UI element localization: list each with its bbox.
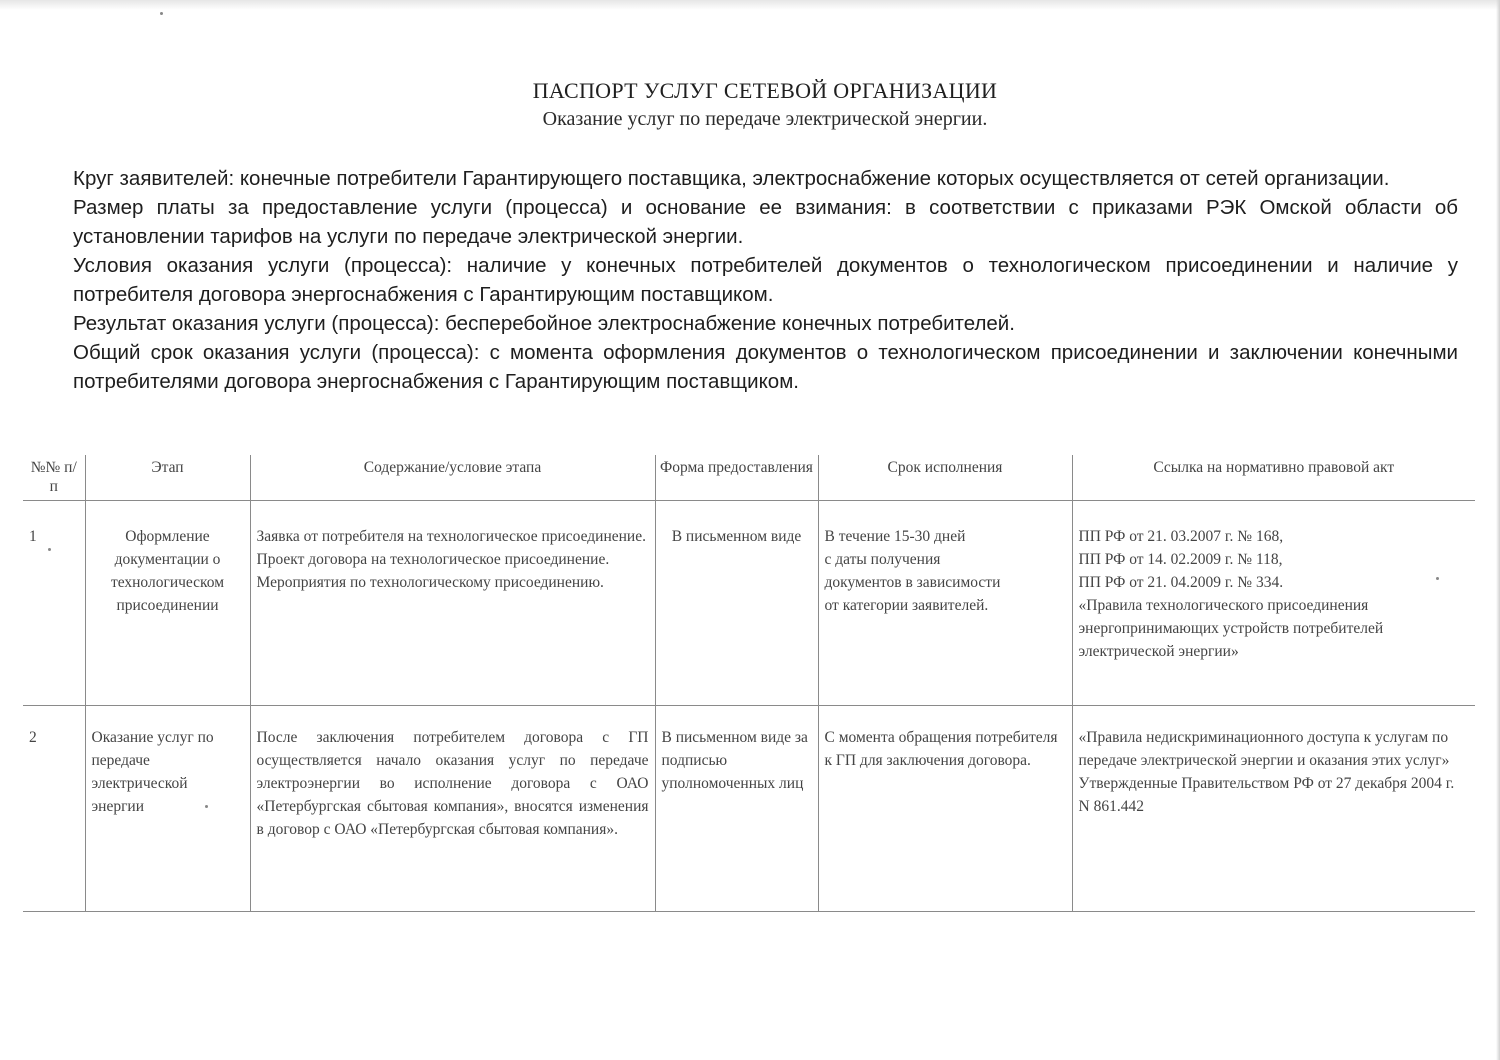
intro-result: Результат оказания услуги (процесса): бесперебойное электроснабжение конечных потребителей.: [73, 312, 1015, 335]
ref-line: ПП РФ от 21. 03.2007 г. № 168,: [1078, 528, 1284, 545]
header-form: Форма предоставления: [655, 455, 818, 501]
table-header-row: [23, 455, 1475, 501]
intro-fee: Размер платы за предоставление услуги (процесса) и основание ее взимания: в соответствии с приказами РЭК Омской области об установлении тарифов на услуги по передаче электрической энергии.: [73, 196, 1458, 248]
ref-line: «Правила технологического присоединения энергопринимающих устройств потребителей электрической энергии»: [1078, 597, 1384, 660]
cell-term: [818, 706, 1072, 912]
cell-num: 2: [23, 706, 85, 912]
ref-line: ПП РФ от 14. 02.2009 г. № 118,: [1078, 551, 1283, 568]
cell-ref: [1072, 501, 1475, 706]
scan-speck: [1436, 577, 1439, 580]
content-line: Мероприятия по технологическому присоединению.: [256, 574, 604, 591]
intro-applicants: Круг заявителей: конечные потребители Гарантирующего поставщика, электроснабжение которых осуществляется от сетей организации.: [73, 167, 1390, 190]
document-subtitle: Оказание услуг по передаче электрической энергии.: [542, 108, 988, 130]
intro-section: [73, 164, 1458, 396]
cell-content: [250, 501, 655, 706]
intro-conditions: Условия оказания услуги (процесса): наличие у конечных потребителей документов о технологическом присоединении и наличие у потребителя договора энергоснабжения с Гарантирующим поставщиком.: [73, 254, 1458, 306]
scan-speck: [48, 548, 51, 551]
cell-stage: Оказание услуг по передаче электрической энергии: [85, 706, 250, 912]
ref-line: ПП РФ от 21. 04.2009 г. № 334.: [1078, 574, 1284, 591]
header-content: Содержание/условие этапа: [250, 455, 655, 501]
content-line: Проект договора на технологическое присоединение.: [256, 551, 610, 568]
cell-form: В письменном виде за подписью уполномоченных лиц: [655, 706, 818, 912]
table-row: [23, 501, 1475, 706]
term-line: с даты получения: [824, 551, 941, 568]
scan-speck: [160, 12, 163, 15]
intro-total-term: Общий срок оказания услуги (процесса): с момента оформления документов о технологическом присоединении и заключении конечными потребителями договора энергоснабжения с Гарантирующим поставщиком.: [73, 341, 1458, 393]
header-ref: Ссылка на нормативно правовой акт: [1072, 455, 1475, 501]
cell-term: [818, 501, 1072, 706]
term-line: от категории заявителей.: [824, 597, 989, 614]
cell-content: [250, 706, 655, 912]
table-row: [23, 706, 1475, 912]
cell-form: В письменном виде: [655, 501, 818, 706]
scan-speck: [205, 805, 208, 808]
term-line: В течение 15-30 дней: [824, 528, 966, 545]
content-line: После заключения потребителем договора с ГП осуществляется начало оказания услуг по передаче электроэнергии во исполнение договора с ОАО «Петербургская сбытовая компания», вносятся изменения в договор с ОАО «Петербургская сбытовая компания».: [256, 729, 649, 838]
header-stage: Этап: [85, 455, 250, 501]
document-title: ПАСПОРТ УСЛУГ СЕТЕВОЙ ОРГАНИЗАЦИИ: [532, 78, 998, 103]
header-term: Срок исполнения: [818, 455, 1072, 501]
cell-num: 1: [23, 501, 85, 706]
header-num: №№ п/п: [23, 455, 85, 501]
cell-ref: [1072, 706, 1475, 912]
services-table: [23, 455, 1475, 912]
term-line: С момента обращения потребителя к ГП для заключения договора.: [824, 729, 1058, 769]
cell-stage: Оформление документации о технологическом присоединении: [85, 501, 250, 706]
content-line: Заявка от потребителя на технологическое присоединение.: [256, 528, 646, 545]
ref-line: «Правила недискриминационного доступа к услугам по передаче электрической энергии и оказания этих услуг» Утвержденные Правительством РФ от 27 декабря 2004 г. N 861.442: [1078, 729, 1455, 815]
term-line: документов в зависимости: [824, 574, 1001, 591]
